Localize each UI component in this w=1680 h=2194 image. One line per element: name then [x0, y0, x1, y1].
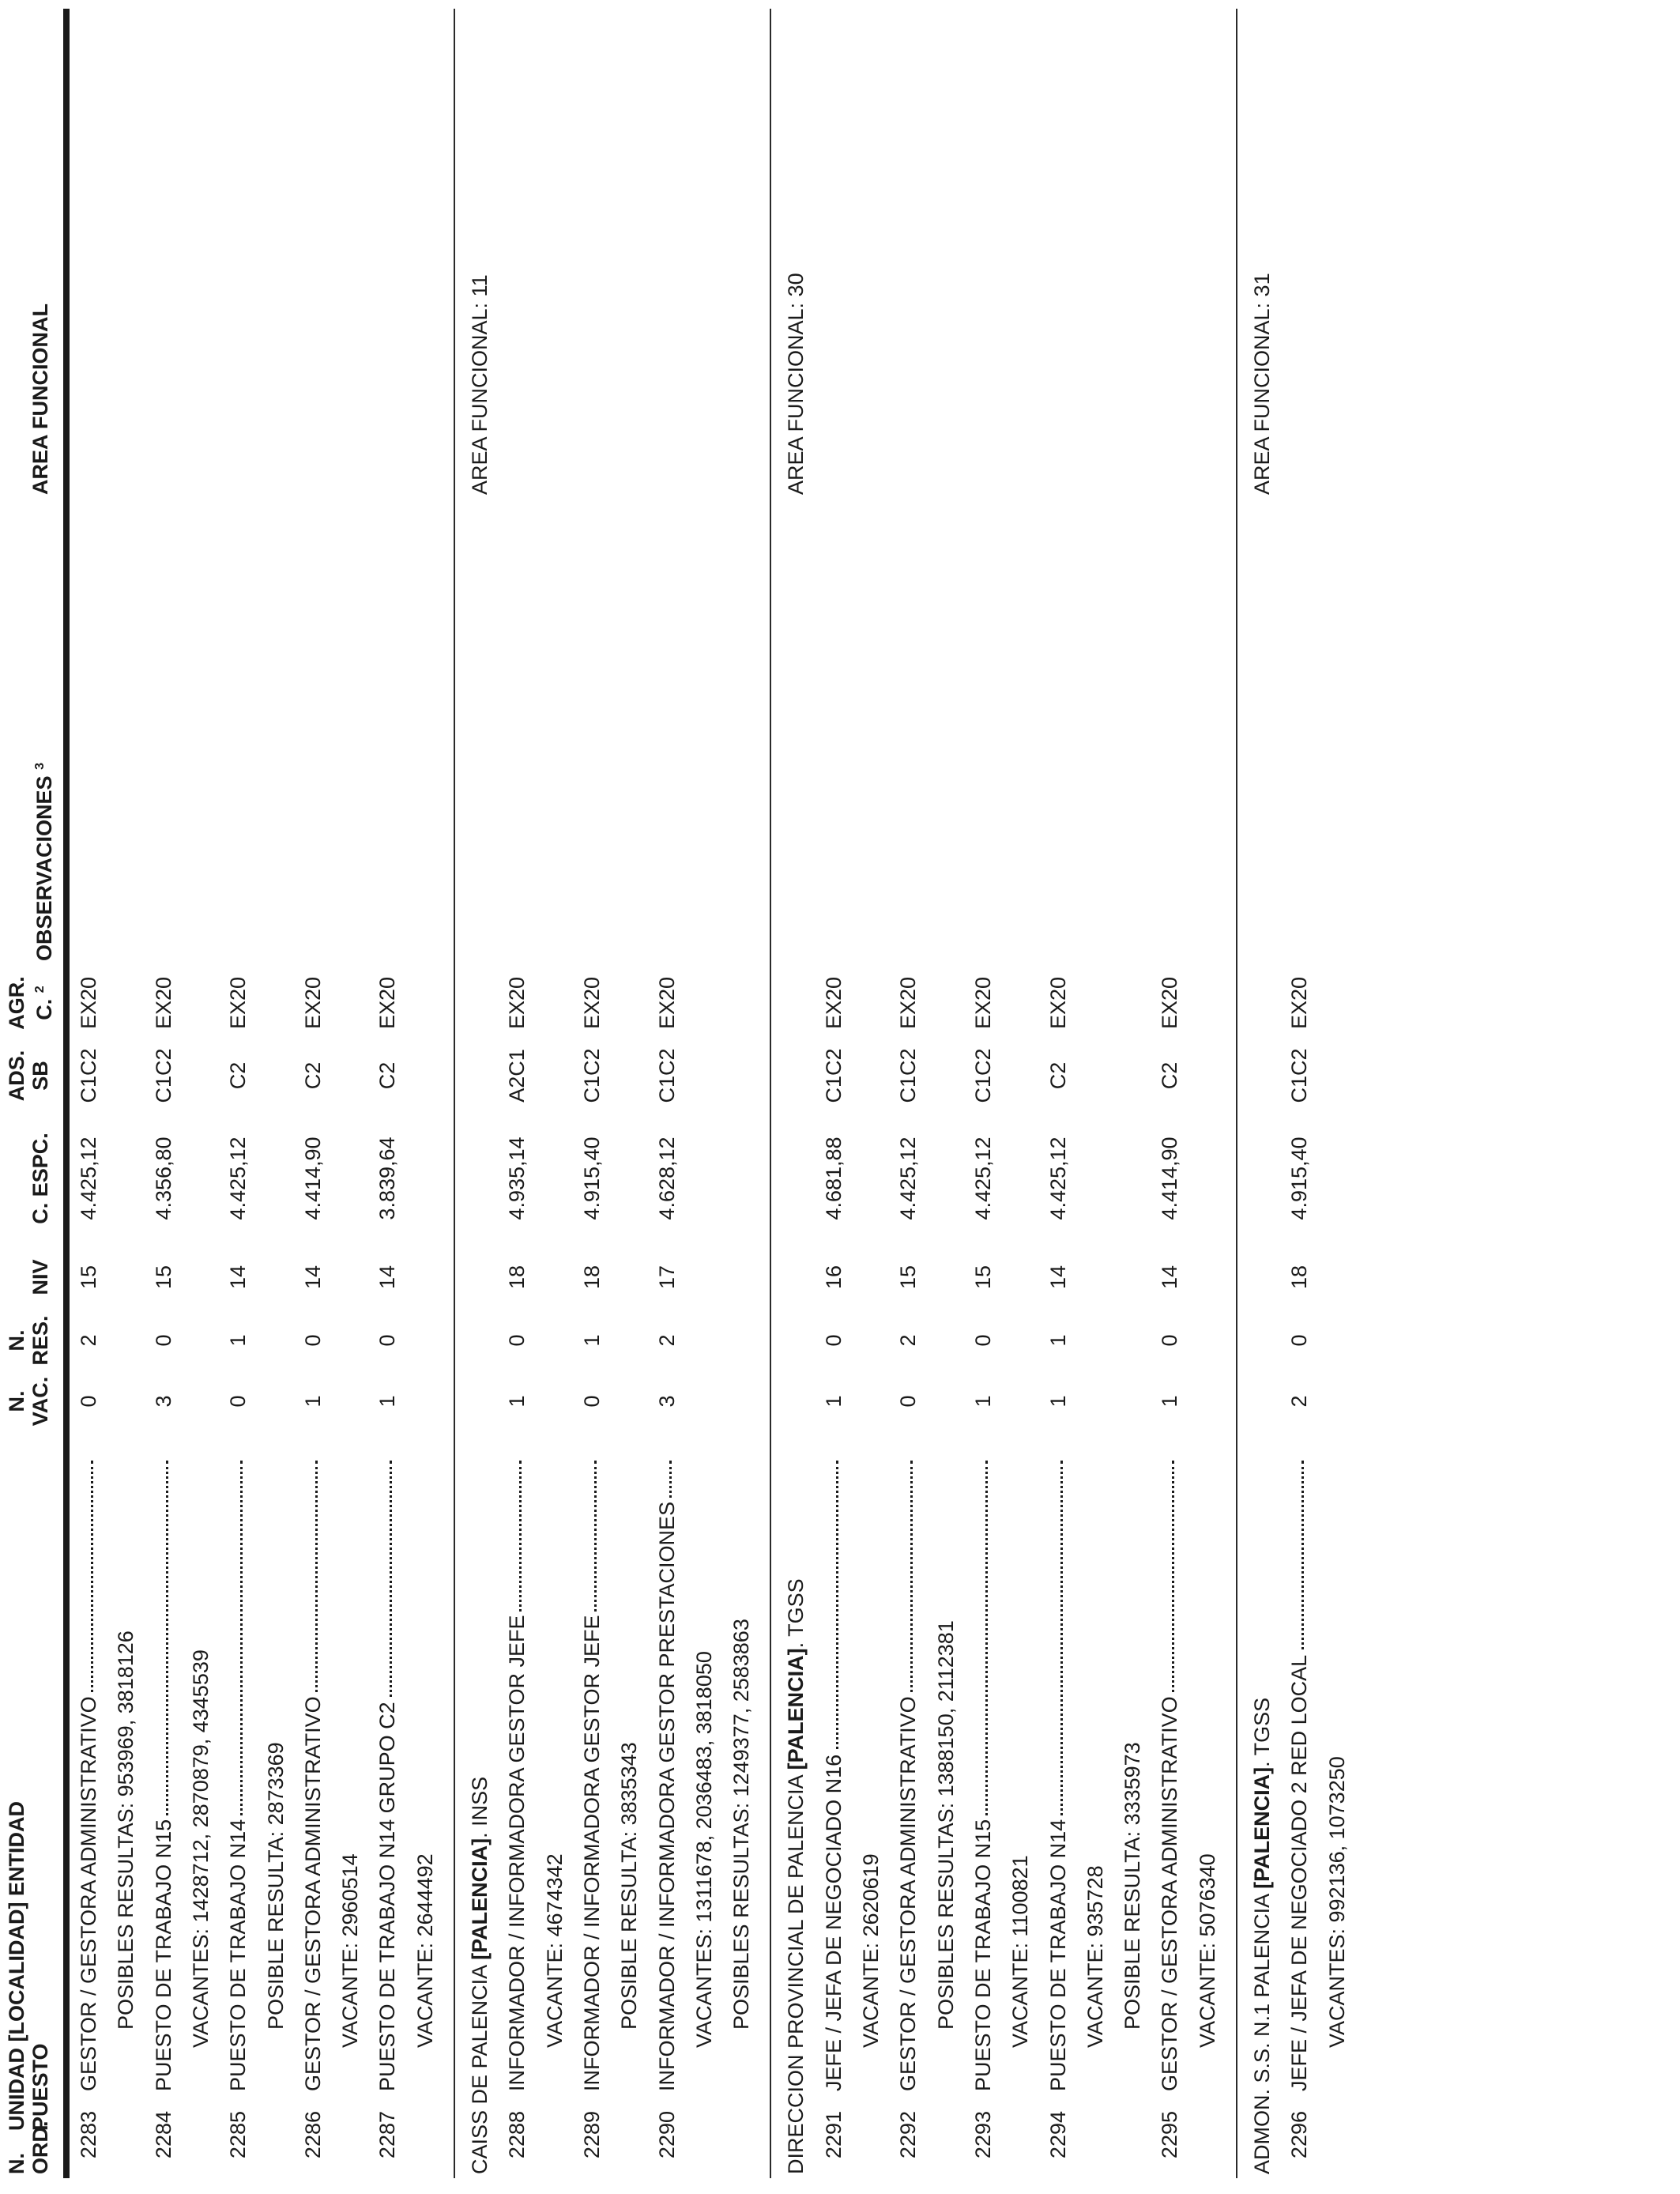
ord-number: 2292	[896, 2111, 921, 2159]
area-funcional: AREA FUNCIONAL: 11	[468, 274, 492, 495]
n-res: 0	[151, 1334, 175, 1347]
n-res: 0	[1287, 1334, 1312, 1347]
c-espc: 4.915,40	[579, 1137, 604, 1220]
table-row	[655, 0, 679, 2194]
header-ads-sb: ADS. SB	[5, 1050, 52, 1102]
header-n-ord: N. ORD.	[5, 2120, 52, 2174]
unit-row	[468, 0, 492, 2194]
n-vac: 1	[1158, 1395, 1182, 1408]
n-res: 1	[579, 1334, 604, 1347]
c-espc: 4.414,90	[1158, 1137, 1182, 1220]
ads-sb: C2	[226, 1061, 250, 1090]
puesto-name: GESTOR / GESTORA ADMINISTRATIVO	[896, 1693, 920, 2091]
ord-number: 2286	[300, 2111, 325, 2159]
agr-c: EX20	[151, 976, 175, 1030]
detail-text: POSIBLES RESULTAS: 1388150, 2112381	[933, 1620, 958, 2030]
detail-text: VACANTE: 935728	[1083, 1865, 1107, 2048]
ads-sb: C1C2	[654, 1048, 679, 1103]
n-res: 0	[375, 1334, 400, 1347]
table-row	[1046, 0, 1070, 2194]
detail-text: VACANTE: 2960514	[338, 1853, 363, 2048]
ord-number: 2296	[1287, 2111, 1312, 2159]
n-vac: 1	[821, 1395, 846, 1408]
ads-sb: C1C2	[151, 1048, 175, 1103]
ads-sb: C2	[300, 1061, 325, 1090]
puesto-name: PUESTO DE TRABAJO N15	[971, 1816, 995, 2091]
puesto-name: GESTOR / GESTORA ADMINISTRATIVO	[1158, 1693, 1181, 2091]
n-vac: 1	[1045, 1395, 1070, 1408]
puesto-name: PUESTO DE TRABAJO N14 GRUPO C2	[375, 1698, 399, 2091]
unit-title: CAISS DE PALENCIA [PALENCIA]. INSS	[468, 1776, 492, 2174]
detail-text: VACANTE: 5076340	[1195, 1853, 1219, 2048]
puesto-name: GESTOR / GESTORA ADMINISTRATIVO	[77, 1693, 100, 2091]
header-n-vac: N. VAC.	[5, 1376, 52, 1427]
c-espc: 4.681,88	[821, 1137, 846, 1220]
ord-number: 2290	[654, 2111, 679, 2159]
puesto-name: PUESTO DE TRABAJO N14	[1046, 1816, 1070, 2091]
header-niv: NIV	[28, 1259, 52, 1295]
agr-c: EX20	[654, 976, 679, 1030]
header-c-espc: C. ESPC.	[28, 1133, 52, 1224]
n-vac: 3	[151, 1395, 175, 1408]
niv: 14	[375, 1265, 400, 1290]
ord-number: 2284	[151, 2111, 175, 2159]
table-row	[1158, 0, 1181, 2194]
unit-separator	[770, 9, 771, 2178]
niv: 18	[505, 1265, 529, 1290]
header-rule	[63, 9, 70, 2178]
puesto-name: PUESTO DE TRABAJO N15	[152, 1816, 175, 2091]
c-espc: 3.839,64	[375, 1137, 400, 1220]
agr-c: EX20	[970, 976, 995, 1030]
header-agr-c: AGR. C. $^2$	[5, 976, 56, 1030]
n-vac: 3	[654, 1395, 679, 1408]
c-espc: 4.425,12	[77, 1137, 100, 1220]
agr-c: EX20	[375, 976, 400, 1030]
unit-title: ADMON. S.S. N.1 PALENCIA [PALENCIA]. TGSS	[1250, 1697, 1274, 2174]
header-observaciones: OBSERVACIONES $^3$	[32, 763, 56, 961]
niv: 18	[579, 1265, 604, 1290]
ord-number: 2288	[505, 2111, 529, 2159]
c-espc: 4.425,12	[896, 1137, 921, 1220]
puesto-name: JEFE / JEFA DE NEGOCIADO N16	[822, 1751, 846, 2091]
agr-c: EX20	[1158, 976, 1182, 1030]
ads-sb: C1C2	[970, 1048, 995, 1103]
puesto-name: JEFE / JEFA DE NEGOCIADO 2 RED LOCAL	[1287, 1652, 1311, 2091]
detail-text: POSIBLES RESULTAS: 1249377, 2583863	[729, 1619, 754, 2030]
ord-number: 2291	[821, 2111, 846, 2159]
detail-text: VACANTE: 1100821	[1008, 1855, 1033, 2048]
table-row	[580, 0, 604, 2194]
detail-text: POSIBLE RESULTA: 3335973	[1121, 1742, 1145, 2030]
detail-text: VACANTES: 1311678, 2036483, 3818050	[691, 1651, 716, 2048]
c-espc: 4.628,12	[654, 1137, 679, 1220]
c-espc: 4.425,12	[1045, 1137, 1070, 1220]
detail-row	[114, 0, 137, 2194]
detail-row	[934, 0, 958, 2194]
niv: 15	[77, 1265, 100, 1290]
agr-c: EX20	[896, 976, 921, 1030]
n-vac: 2	[1287, 1395, 1312, 1408]
ads-sb: C2	[375, 1061, 400, 1090]
detail-row	[1008, 0, 1032, 2194]
n-vac: 1	[970, 1395, 995, 1408]
ads-sb: C2	[1158, 1061, 1182, 1090]
niv: 16	[821, 1265, 846, 1290]
table-row	[375, 0, 399, 2194]
n-vac: 0	[579, 1395, 604, 1408]
n-res: 0	[970, 1334, 995, 1347]
n-vac: 0	[896, 1395, 921, 1408]
detail-row	[692, 0, 716, 2194]
agr-c: EX20	[579, 976, 604, 1030]
c-espc: 4.414,90	[300, 1137, 325, 1220]
table-row	[1287, 0, 1311, 2194]
detail-row	[1325, 0, 1349, 2194]
ads-sb: C1C2	[579, 1048, 604, 1103]
c-espc: 4.915,40	[1287, 1137, 1312, 1220]
n-res: 0	[821, 1334, 846, 1347]
n-res: 0	[300, 1334, 325, 1347]
c-espc: 4.356,80	[151, 1137, 175, 1220]
detail-row	[189, 0, 213, 2194]
header-unidad: UNIDAD [LOCALIDAD] ENTIDAD PUESTO	[5, 1801, 52, 2131]
detail-row	[1196, 0, 1219, 2194]
ord-number: 2289	[579, 2111, 604, 2159]
detail-text: VACANTE: 4674342	[542, 1853, 567, 2048]
detail-text: VACANTE: 2644492	[412, 1853, 437, 2048]
table-row	[77, 0, 100, 2194]
unit-separator	[454, 9, 455, 2178]
detail-text: VACANTES: 992136, 1073250	[1324, 1756, 1349, 2048]
area-funcional: AREA FUNCIONAL: 30	[784, 273, 808, 495]
n-vac: 1	[375, 1395, 400, 1408]
niv: 14	[226, 1265, 250, 1290]
niv: 15	[970, 1265, 995, 1290]
detail-text: POSIBLE RESULTA: 3835343	[617, 1742, 642, 2030]
ads-sb: C1C2	[77, 1048, 100, 1103]
detail-row	[617, 0, 641, 2194]
ord-number: 2287	[375, 2111, 400, 2159]
table-row	[226, 0, 250, 2194]
table-row	[822, 0, 846, 2194]
ord-number: 2295	[1158, 2111, 1182, 2159]
puesto-name: GESTOR / GESTORA ADMINISTRATIVO	[301, 1693, 325, 2091]
niv: 14	[1158, 1265, 1182, 1290]
n-vac: 1	[300, 1395, 325, 1408]
ord-number: 2294	[1045, 2111, 1070, 2159]
detail-text: POSIBLE RESULTA: 2873369	[263, 1742, 288, 2030]
unit-row	[784, 0, 808, 2194]
puesto-name: PUESTO DE TRABAJO N14	[226, 1816, 250, 2091]
ads-sb: C1C2	[896, 1048, 921, 1103]
ads-sb: C2	[1045, 1061, 1070, 1090]
n-vac: 1	[505, 1395, 529, 1408]
detail-row	[543, 0, 567, 2194]
n-vac: 0	[226, 1395, 250, 1408]
agr-c: EX20	[1045, 976, 1070, 1030]
n-vac: 0	[77, 1395, 100, 1408]
agr-c: EX20	[226, 976, 250, 1030]
puesto-name: INFORMADOR / INFORMADORA GESTOR JEFE	[505, 1612, 529, 2091]
n-res: 0	[505, 1334, 529, 1347]
c-espc: 4.425,12	[226, 1137, 250, 1220]
table-row	[152, 0, 175, 2194]
niv: 14	[1045, 1265, 1070, 1290]
n-res: 2	[896, 1334, 921, 1347]
detail-row	[338, 0, 362, 2194]
niv: 15	[896, 1265, 921, 1290]
detail-row	[1083, 0, 1107, 2194]
n-res: 1	[226, 1334, 250, 1347]
detail-row	[413, 0, 437, 2194]
ord-number: 2285	[226, 2111, 250, 2159]
header-n-res: N. RES.	[5, 1315, 52, 1366]
n-res: 2	[654, 1334, 679, 1347]
agr-c: EX20	[300, 976, 325, 1030]
header-area-funcional: AREA FUNCIONAL	[28, 303, 52, 495]
table-row	[301, 0, 325, 2194]
table-row	[505, 0, 529, 2194]
agr-c: EX20	[505, 976, 529, 1030]
detail-row	[729, 0, 753, 2194]
detail-row	[1121, 0, 1144, 2194]
agr-c: EX20	[1287, 976, 1312, 1030]
niv: 17	[654, 1265, 679, 1290]
detail-row	[859, 0, 883, 2194]
unit-separator	[1236, 9, 1237, 2178]
detail-text: VACANTE: 2620619	[859, 1853, 883, 2048]
detail-text: POSIBLES RESULTAS: 953969, 3818126	[114, 1630, 138, 2030]
ord-number: 2293	[970, 2111, 995, 2159]
niv: 14	[300, 1265, 325, 1290]
c-espc: 4.425,12	[970, 1137, 995, 1220]
puesto-name: INFORMADOR / INFORMADORA GESTOR JEFE	[580, 1612, 604, 2091]
area-funcional: AREA FUNCIONAL: 31	[1250, 273, 1274, 495]
niv: 15	[151, 1265, 175, 1290]
agr-c: EX20	[77, 976, 100, 1030]
c-espc: 4.935,14	[505, 1137, 529, 1220]
ads-sb: C1C2	[821, 1048, 846, 1103]
table-row	[971, 0, 995, 2194]
unit-row	[1250, 0, 1274, 2194]
ads-sb: C1C2	[1287, 1048, 1312, 1103]
n-res: 1	[1045, 1334, 1070, 1347]
detail-row	[264, 0, 288, 2194]
n-res: 2	[77, 1334, 100, 1347]
niv: 18	[1287, 1265, 1312, 1290]
detail-text: VACANTES: 1428712, 2870879, 4345539	[188, 1649, 213, 2048]
unit-title: DIRECCION PROVINCIAL DE PALENCIA [PALENCIA]. TGSS	[784, 1578, 808, 2174]
agr-c: EX20	[821, 976, 846, 1030]
table-row	[896, 0, 920, 2194]
ads-sb: A2C1	[505, 1049, 529, 1103]
n-res: 0	[1158, 1334, 1182, 1347]
ord-number: 2283	[77, 2111, 100, 2159]
puesto-name: INFORMADOR / INFORMADORA GESTOR PRESTACIONES	[655, 1498, 679, 2091]
